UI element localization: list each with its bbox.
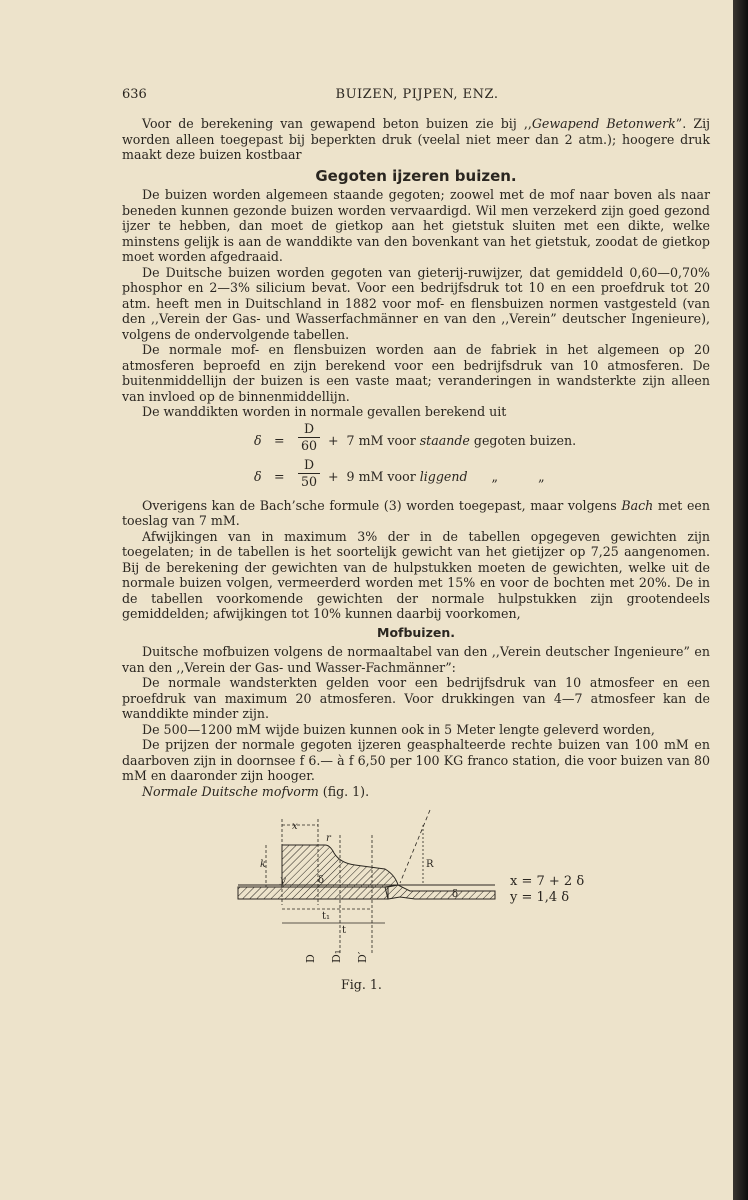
paragraph-4: De normale mof- en flensbuizen worden aan de fabriek in het algemeen op 20 atmosferen beproefd en zijn berekend voor een bedrijfsdruk van 10 atmosferen. De buitenmiddellijn der buizen is een vaste maat; veranderingen in wandsterkte zijn alleen van invloed op de binnenmiddellijn.	[122, 342, 710, 404]
reference-gewapend-betonwerk: Gewapend Betonwerk	[531, 116, 676, 131]
label-k: k	[260, 859, 267, 870]
label-D2: D′	[356, 951, 369, 963]
socket-pipe-drawing	[230, 805, 530, 975]
paragraph-12: Normale Duitsche mofvorm (fig. 1).	[142, 783, 370, 799]
formula-staande: δ = $\frac{D}{60}$ + 7 mM voor staande gegoten buizen.	[254, 420, 577, 453]
formula-liggend: δ = $\frac{D}{50}$ + 9 mM voor liggend „ „	[254, 456, 545, 489]
label-delta-left: δ	[318, 875, 325, 886]
pipe-wall-left	[238, 887, 388, 899]
label-y: y	[280, 875, 286, 886]
equation-y: y = 1,4 δ	[510, 890, 570, 905]
paragraph-intro: Voor de berekening van gewapend beton buizen zie bij ,,Gewapend Betonwerk”. Zij worden alleen toegepast bij beperkten druk (veelal niet meer dan 2 atm.); hoogere druk maakt deze buizen kostbaar	[122, 116, 710, 162]
book-spine-edge	[733, 0, 748, 1200]
label-delta-right: δ	[452, 889, 459, 900]
reference-bach: Bach	[621, 497, 654, 513]
label-D1: D₁	[330, 949, 343, 963]
section-heading-gegoten: Gegoten ijzeren buizen.	[315, 166, 517, 185]
figure-caption: Fig. 1.	[341, 977, 382, 992]
label-t: t	[342, 925, 347, 936]
paragraph-11: De prijzen der normale gegoten ijzeren geasphalteerde rechte buizen van 100 mM en daarboven zijn in doornsee f 6.— à f 6,50 per 100 KG franco station, die voor buizen van 80 mM en daaronder zijn hooger.	[122, 737, 710, 783]
paragraph-6: Overigens kan de Bach’sche formule (3) worden toegepast, maar volgens Bach met een toeslag van 7 mM.	[122, 497, 710, 528]
label-D: D	[304, 954, 317, 963]
page-body	[122, 116, 710, 799]
label-t1: t₁	[322, 911, 331, 922]
paragraph-3: De Duitsche buizen worden gegoten van gieterij-ruwijzer, dat gemiddeld 0,60—0,70% phosphor en 2—3% silicium bevat. Voor een bedrijfsdruk tot 10 en een proefdruk tot 20 atm. heeft men in Duitschland in 1882 voor mof- en flensbuizen normen vastgesteld (van den ,,Verein der Gas- und Wasserfachmänner en van den ,,Verein” deutscher Ingenieure), volgens de ondervolgende tabellen.	[122, 264, 710, 342]
page-number: 636	[122, 87, 147, 102]
pipe-wall-right	[385, 885, 495, 899]
paragraph-9: De normale wandsterkten gelden voor een bedrijfsdruk van 10 atmosfeer en een proefdruk van maximum 20 atmosferen. Voor drukkingen van 4—7 atmosfeer kan de wanddikte minder zijn.	[122, 675, 710, 721]
label-R: R	[426, 859, 434, 870]
section-heading-mofbuizen: Mofbuizen.	[377, 624, 455, 640]
figure-equations	[510, 874, 584, 906]
paragraph-5: De wanddikten worden in normale gevallen berekend uit	[142, 404, 507, 419]
paragraph-2: De buizen worden algemeen staande gegoten; zoowel met de mof naar boven als naar beneden kunnen gezonde buizen worden vervaardigd. Wil men verzekerd zijn goed gezond ijzer te hebben, dan moet de gietkop aan het gietstuk sluiten met een dikte, welke minstens gelijk is aan de wanddikte van den bovenkant van het gietstuk, zoodat de gietkop moet worden afgedraaid.	[122, 187, 710, 264]
label-r: r	[326, 833, 331, 844]
paragraph-8: Duitsche mofbuizen volgens de normaaltabel van den ,,Verein deutscher Ingenieure” en van den ,,Verein der Gas- und Wasser-Fachmänner”:	[122, 644, 710, 675]
paragraph-10: De 500—1200 mM wijde buizen kunnen ook in 5 Meter lengte geleverd worden,	[142, 721, 655, 737]
equation-x: x = 7 + 2 δ	[510, 874, 585, 889]
running-title: BUIZEN, PIJPEN, ENZ.	[335, 87, 499, 102]
paragraph-7: Afwijkingen van in maximum 3% der in de tabellen opgegeven gewichten zijn toegelaten; in de tabellen is het soortelijk gewicht van het gietijzer op 7,25 aangenomen. Bij de berekening der gewichten van de hulpstukken moeten de gewichten, welke uit de normale buizen volgen, vermeerderd worden met 15% en voor de bochten met 20%. De in de tabellen voorkomende gewichten der normale hulpstukken zijn grootendeels gemiddelden; afwijkingen tot 10% kunnen daarbij voorkomen,	[122, 528, 710, 621]
label-x: x	[292, 821, 298, 832]
